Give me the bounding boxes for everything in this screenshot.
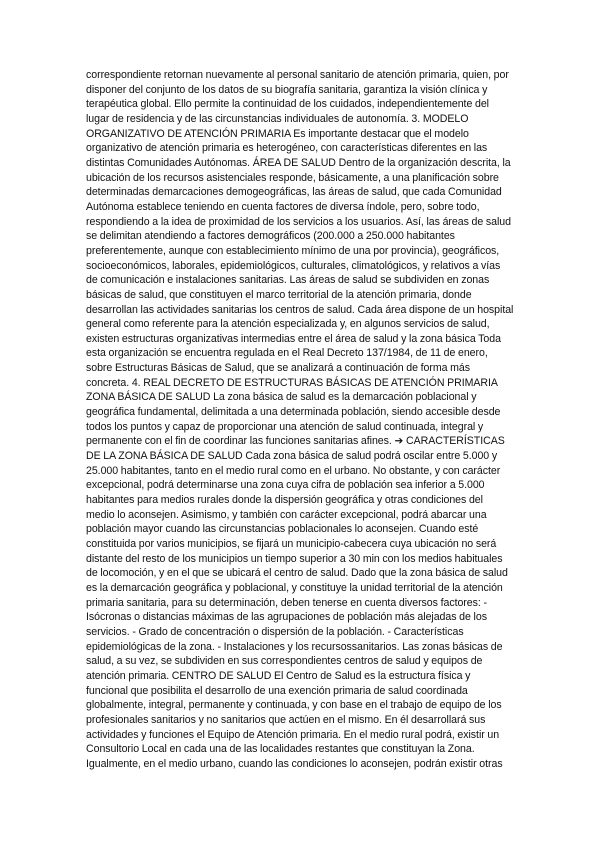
text-line: ubicación de los recursos asistenciales responde, básicamente, a una planificación sobre: [86, 171, 499, 184]
text-line: primaria sanitaria, para su determinación, deben tenerse en cuenta diversos factores: -: [86, 596, 487, 609]
text-line: excepcional, podrá determinarse una zona cuya cifra de población sea inferior a 5.000: [86, 479, 485, 492]
text-line: disponer del conjunto de los datos de su biografía sanitaria, garantiza la visión clínica y: [86, 83, 488, 96]
text-line: Consultorio Local en cada una de las localidades restantes que constituyan la Zona.: [86, 743, 475, 756]
text-line: organizativo de atención primaria es heterogéneo, con características diferentes en las: [86, 142, 488, 155]
text-line: atención primaria. CENTRO DE SALUD El Centro de Salud es la estructura física y: [86, 669, 471, 682]
text-line: salud, a su vez, se subdividen en sus correspondientes centros de salud y equipos de: [86, 655, 483, 668]
text-line: sobre Estructuras Básicas de Salud, que se analizará a continuación de forma más: [86, 362, 471, 375]
text-line: respondiendo a la idea de proximidad de los servicios a los usuarios. Así, las áreas de salud: [86, 215, 511, 228]
text-line: permanente con el fin de coordinar las funciones sanitarias afines. ➔ CARACTERÍSTICAS: [86, 435, 505, 448]
text-line: epidemiológicas de la zona. - Instalaciones y los recursossanitarios. Las zonas básicas de: [86, 640, 503, 653]
text-line: concreta. 4. REAL DECRETO DE ESTRUCTURAS BÁSICAS DE ATENCIÓN PRIMARIA: [86, 376, 498, 389]
text-line: distante del resto de los municipios un tiempo superior a 30 min con los medios habituales: [86, 552, 503, 565]
body-text: [86, 68, 518, 772]
text-line: geográfica fundamental, delimitada a una determinada población, siendo accesible desde: [86, 406, 501, 419]
text-line: de locomoción, y en el que se ubicará el centro de salud. Dado que la zona básica de salud: [86, 567, 508, 580]
text-line: servicios. - Grado de concentración o dispersión de la población. - Características: [86, 625, 464, 638]
text-line: distintas Comunidades Autónomas. ÁREA DE SALUD Dentro de la organización descrita, la: [86, 156, 511, 169]
text-line: se delimitan atendiendo a factores demográficos (200.000 a 250.000 habitantes: [86, 230, 455, 243]
text-line: todos los puntos y capaz de proporcionar una atención de salud continuada, integral y: [86, 420, 484, 433]
text-line: lugar de residencia y de las circunstancias individuales de autonomía. 3. MODELO: [86, 112, 469, 125]
text-line: 25.000 habitantes, tanto en el medio rural como en el urbano. No obstante, y con carácter: [86, 464, 501, 477]
text-line: población mayor cuando las circunstancias poblacionales lo aconsejen. Cuando esté: [86, 523, 479, 536]
text-line: correspondiente retornan nuevamente al personal sanitario de atención primaria, quien, por: [86, 69, 509, 81]
text-line: constituida por varios municipios, se fijará un municipio-cabecera cuya ubicación no será: [86, 538, 497, 550]
text-line: profesionales sanitarios y no sanitarios que actúen en el mismo. En él desarrollará sus: [86, 713, 486, 726]
text-line: ZONA BÁSICA DE SALUD La zona básica de salud es la demarcación poblacional y: [86, 391, 477, 404]
text-line: determinadas demarcaciones demogeográficas, las áreas de salud, que cada Comunidad: [86, 186, 502, 199]
text-line: preferentemente, aunque con establecimiento mínimo de una por provincia), geográficos,: [86, 244, 500, 257]
text-line: funcional que posibilita el desarrollo de una exención primaria de salud coordinada: [86, 684, 468, 697]
text-line: básicas de salud, que constituyen el marco territorial de la atención primaria, donde: [86, 288, 472, 301]
text-line: medio lo aconsejen. Asimismo, y también con carácter excepcional, podrá abarcar una: [86, 508, 487, 521]
text-line: ORGANIZATIVO DE ATENCIÓN PRIMARIA Es importante destacar que el modelo: [86, 127, 469, 140]
text-line: habitantes para medios rurales donde la dispersión geográfica y otras condiciones del: [86, 494, 483, 507]
text-line: Igualmente, en el medio urbano, cuando las condiciones lo aconsejen, podrán existir otras: [86, 757, 503, 770]
text-line: Autónoma establece teniendo en cuenta factores de diversa índole, pero, sobre todo,: [86, 200, 480, 213]
text-line: desarrollan las actividades sanitarias los centros de salud. Cada área dispone de un hospital: [86, 303, 514, 316]
text-line: DE LA ZONA BÁSICA DE SALUD Cada zona básica de salud podrá oscilar entre 5.000 y: [86, 450, 498, 463]
text-line: general como referente para la atención especializada y, en algunos servicios de salud,: [86, 318, 490, 331]
text-line: de comunicación e instalaciones sanitarias. Las áreas de salud se subdividen en zonas: [86, 274, 490, 287]
text-line: socioeconómicos, laborales, epidemiológicos, culturales, climatológicos, y relativos a vías: [86, 259, 501, 272]
text-line: globalmente, integral, permanente y continuada, y con base en el trabajo de equipo de los: [86, 699, 502, 712]
text-line: esta organización se encuentra regulada en el Real Decreto 137/1984, de 11 de enero,: [86, 347, 488, 360]
text-line: es la demarcación geográfica y poblacional, y constituye la unidad territorial de la atención: [86, 581, 503, 594]
text-line: actividades y funciones el Equipo de Atención primaria. En el medio rural podrá, existir un: [86, 728, 500, 741]
text-line: Isócronas o distancias máximas de las agrupaciones de población más alejadas de los: [86, 611, 487, 624]
text-line: existen estructuras organizativas intermedias entre el área de salud y la zona básica Toda: [86, 332, 501, 345]
text-line: terapéutica global. Ello permite la continuidad de los cuidados, independientemente del: [86, 98, 489, 111]
